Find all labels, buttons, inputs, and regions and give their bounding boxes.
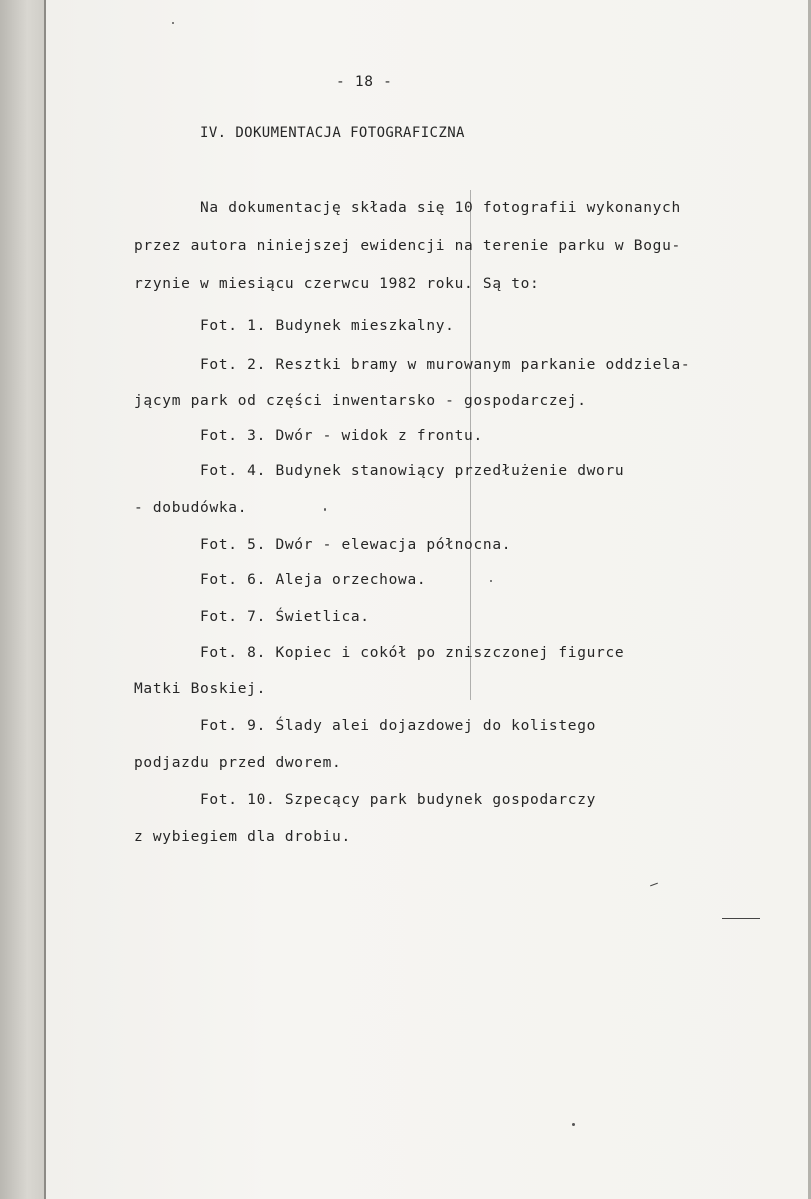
photo-line: Fot. 6. Aleja orzechowa. xyxy=(200,572,427,588)
binding-shadow xyxy=(0,0,46,1199)
section-heading: IV. DOKUMENTACJA FOTOGRAFICZNA xyxy=(200,125,465,141)
photo-line: jącym park od części inwentarsko - gospodarczej. xyxy=(134,393,587,409)
ink-speck xyxy=(324,508,326,511)
photo-line: Fot. 3. Dwór - widok z frontu. xyxy=(200,428,483,444)
ink-speck xyxy=(172,22,174,24)
photo-line: Fot. 5. Dwór - elewacja północna. xyxy=(200,537,512,553)
ink-speck xyxy=(572,1123,575,1126)
photo-line: - dobudówka. xyxy=(134,500,248,516)
paper-sheet xyxy=(46,0,811,1199)
intro-line: rzynie w miesiącu czerwcu 1982 roku. Są to: xyxy=(134,276,540,292)
photo-line: Matki Boskiej. xyxy=(134,681,267,697)
intro-line: Na dokumentację składa się 10 fotografii wykonanych xyxy=(200,200,681,216)
photo-line: Fot. 7. Świetlica. xyxy=(200,609,370,625)
photo-line: Fot. 1. Budynek mieszkalny. xyxy=(200,318,455,334)
page-number: - 18 - xyxy=(336,74,393,90)
photo-line: Fot. 2. Resztki bramy w murowanym parkanie oddziela- xyxy=(200,357,691,373)
photo-line: z wybiegiem dla drobiu. xyxy=(134,829,351,845)
photo-line: Fot. 4. Budynek stanowiący przedłużenie dworu xyxy=(200,463,625,479)
ink-speck xyxy=(490,580,492,582)
photo-line: Fot. 8. Kopiec i cokół po zniszczonej figurce xyxy=(200,645,625,661)
photo-line: Fot. 9. Ślady alei dojazdowej do kolistego xyxy=(200,718,597,734)
pencil-mark xyxy=(722,918,760,919)
fold-line xyxy=(470,190,471,700)
intro-line: przez autora niniejszej ewidencji na terenie parku w Bogu- xyxy=(134,238,681,254)
photo-line: Fot. 10. Szpecący park budynek gospodarczy xyxy=(200,792,597,808)
photo-line: podjazdu przed dworem. xyxy=(134,755,342,771)
